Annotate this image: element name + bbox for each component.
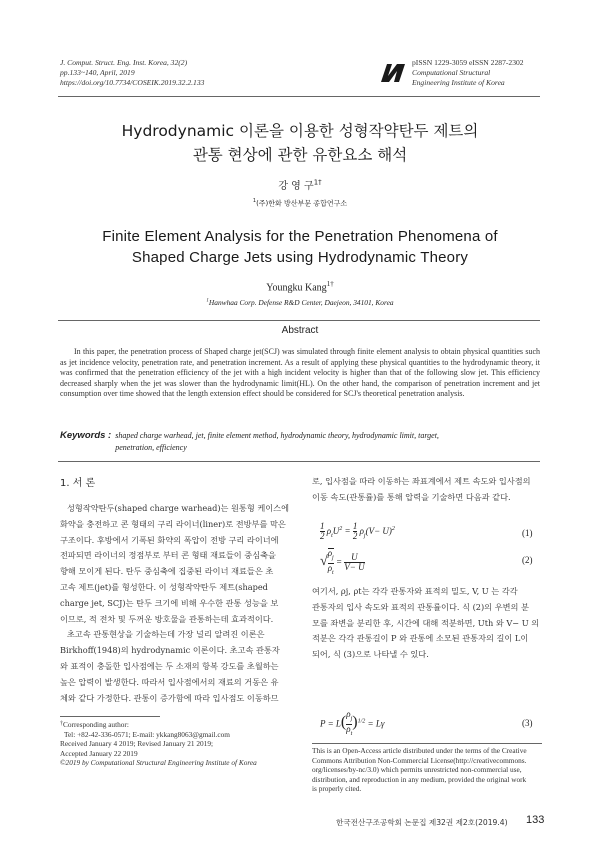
body-line: 이동 속도(관통률)를 통해 압력을 기술하면 다음과 같다. <box>312 491 511 502</box>
affil-en <box>0 298 600 307</box>
author-en-name: Youngku Kang <box>266 282 327 294</box>
body-line: 적분은 각각 관통길이 P 와 관통에 소모된 관통자의 길이 L이 <box>312 633 529 644</box>
eq1-number: (1) <box>522 528 533 538</box>
body-line: 높은 압력이 발생한다. 따라서 입사점에서의 재료의 거동은 유 <box>60 676 279 687</box>
eq2-frac-right: $\frac{U}{V- U}$ <box>344 552 365 573</box>
footnote-received: Received January 4 2019; Revised January 21 2019; <box>60 739 213 749</box>
affil-ko-sup: 1 <box>252 198 257 204</box>
body-line: 여기서, ρj, ρt는 각각 관통자와 표적의 밀도, V, U 는 각각 <box>312 586 518 596</box>
license-line: is properly cited. <box>312 784 362 794</box>
eq3-number: (3) <box>522 718 533 728</box>
issn-block <box>412 58 524 88</box>
author-ko-name: 강 영 구 <box>278 181 314 192</box>
license-line: distribution, and reproduction in any medium, provided the original work <box>312 774 527 784</box>
abstract-rule-top <box>58 320 540 321</box>
body-line: 구조이다. 후방에서 기폭된 화약의 폭압이 전방 구리 라이너에 <box>60 534 279 545</box>
eq1-frac-b: $\frac{1}{2}$ <box>352 521 358 541</box>
affil-en-text: Hanwhaa Corp. Defense R&D Center, Daejeon, 34101, Korea <box>208 298 394 307</box>
keywords-label: Keywords : <box>60 430 112 441</box>
title-ko-line2: 관통 현상에 관한 유한요소 해석 <box>192 146 408 164</box>
body-line: 향해 모이게 된다. 탄두 중심축에 집중된 라이너 재료들은 초 <box>60 566 274 577</box>
eq1-frac-a: $\frac{1}{2}$ <box>320 521 325 541</box>
author-ko <box>0 177 600 192</box>
body-line: charge jet, SCJ)는 탄두 크기에 비해 우수한 관통 성능을 보 <box>60 597 279 608</box>
body-line: 와 표적이 충돌한 입사점에는 두 소재의 항복 강도를 초월하는 <box>60 660 279 671</box>
affil-en-sup: 1 <box>206 298 209 304</box>
affil-ko <box>0 198 600 208</box>
license-line: Commons Attribution Non-Commercial License(http://creativecommons. <box>312 755 527 765</box>
body-line: 체와 같다 가정한다. 관통이 증가함에 따라 입사점도 이동하므 <box>60 692 279 703</box>
page-number: 133 <box>526 814 545 826</box>
body-line: Birkhoff(1948)의 hydrodynamic 이론이다. 초고속 관통자 <box>60 645 280 656</box>
footnote: †Corresponding author: Tel: +82-42-336-0571; E-mail: ykkang8063@gmail.com Received January 4 2019; Revised January 21 2019; Accepted January 22 2019 ©2019 by Computational Structural Engineering Institute of Korea <box>60 720 295 768</box>
section1-heading: 1. 서 론 <box>60 478 96 489</box>
footnote-copyright: ©2019 by Computational Structural Engineering Institute of Korea <box>60 758 257 768</box>
body-line: 고속 제트(jet)를 형성한다. 이 성형작약탄두 제트(shaped <box>60 581 268 592</box>
affil-ko-text: (주)한화 방산부문 종합연구소 <box>256 199 348 208</box>
title-en-line1: Finite Element Analysis for the Penetration Phenomena of <box>102 228 498 245</box>
body-line: 관통자의 입사 속도와 표적의 관통률이다. 식 (2)의 우변의 분 <box>312 601 529 612</box>
body-line: 로, 입사점을 따라 이동하는 좌표계에서 제트 속도와 입사점의 <box>312 476 531 486</box>
body-line: 되어, 식 (3)으로 나타낼 수 있다. <box>312 649 429 660</box>
author-ko-sup: 1† <box>313 178 322 187</box>
eq3-frac: $\frac{\rho_j}{\rho_t}$ <box>346 709 353 737</box>
footnote-accepted: Accepted January 22 2019 <box>60 748 138 758</box>
society-logo-icon <box>380 62 406 84</box>
author-en <box>0 280 600 293</box>
journal-line: J. Comput. Struct. Eng. Inst. Korea, 32(2) <box>60 58 188 67</box>
body-line: 성형작약탄두(shaped charge warhead)는 원통형 케이스에 <box>67 503 289 513</box>
body-line: 전파되면 라이너의 정점부로 부터 콘 형태 재료들이 중심축을 <box>60 550 276 561</box>
doi-link[interactable]: https://doi.org/10.7734/COSEIK.2019.32.2.133 <box>60 78 205 87</box>
header-rule <box>58 96 540 97</box>
body-line: 이므로, 적 전차 및 두꺼운 방호물을 관통하는데 효과적이다. <box>60 613 274 624</box>
journal-citation <box>60 58 204 88</box>
equation-1: $\frac{1}{2}$ $\rho_tU^2$ = $\frac{1}{2}$ $\rho_j(V- U)^2$ <box>320 521 395 541</box>
eq2-number: (2) <box>522 555 533 565</box>
license-text <box>312 746 544 794</box>
equation-3: P = L( $\frac{\rho_j}{\rho_t}$ )$^{1/2}$ = Lγ <box>320 709 385 737</box>
body-line: 초고속 관통현상을 기술하는데 가장 널리 알려진 이론은 <box>67 629 265 640</box>
footnote-rule <box>60 716 160 717</box>
footnote-tel: Tel: +82-42-336-0571; E-mail: ykkang8063@gmail.com <box>64 729 230 739</box>
pages-line: pp.133~140, April, 2019 <box>60 68 135 77</box>
keywords <box>60 430 540 454</box>
equation-2: √ $\frac{\rho_j}{\rho_t}$ = $\frac{U}{V- U}$ <box>320 548 365 576</box>
right-column-mid <box>312 584 542 663</box>
right-column-intro <box>312 474 542 506</box>
title-en-line2: Shaped Charge Jets using Hydrodynamic Theory <box>131 249 469 266</box>
abstract-rule-bottom <box>58 461 540 462</box>
footnote-corresponding: Corresponding author: <box>63 720 129 729</box>
license-rule <box>312 743 542 744</box>
license-line: org/licenses/by-nc/3.0) which permits unrestricted non-commercial use, <box>312 765 522 775</box>
eq2-frac-root: $\frac{\rho_j}{\rho_t}$ <box>327 548 334 576</box>
keywords-line1: shaped charge warhead, jet, finite element method, hydrodynamic theory, hydrodynamic limit, target, <box>115 431 439 440</box>
footer-journal: 한국전산구조공학회 논문집 제32권 제2호(2019.4) <box>336 818 508 827</box>
society-name-2: Engineering Institute of Korea <box>412 78 505 87</box>
keywords-line2: penetration, efficiency <box>115 443 187 452</box>
issn: pISSN 1229-3059 eISSN 2287-2302 <box>412 58 524 67</box>
left-column-body <box>60 501 288 706</box>
body-line: 모를 좌변을 분리한 후, 시간에 대해 적분하면, Uth 와 V− U 의 <box>312 617 540 628</box>
abstract-heading: Abstract <box>281 325 319 336</box>
license-line: This is an Open-Access article distributed under the terms of the Creative <box>312 746 527 755</box>
body-line: 화약을 충전하고 콘 형태의 구리 라이너(liner)로 전방부를 막은 <box>60 518 286 529</box>
title-ko-line1: Hydrodynamic 이론을 이용한 성형작약탄두 제트의 <box>121 122 479 140</box>
society-name: Computational Structural <box>412 68 491 77</box>
author-en-sup: 1† <box>326 280 334 288</box>
abstract-text: In this paper, the penetration process of Shaped charge jet(SCJ) was simulated through finite element analysis to obtain physical quantities such as jet incidence velocity, penetration rate, and penetration increment. As a result of applying these physical quantities to the hydrodynamic theory, it was confirmed that the penetration efficiency of the jet with a high incident velocity is higher than that of the following slow jet. This efficiency decreased sharply when the jet was slower than the hydrodynamic limit(HL). On the other hand, the comparison of penetration increment and jet consumption over time showed that the length extension effect should be considered for SCJ's theoretical penetration analysis. <box>60 347 540 399</box>
